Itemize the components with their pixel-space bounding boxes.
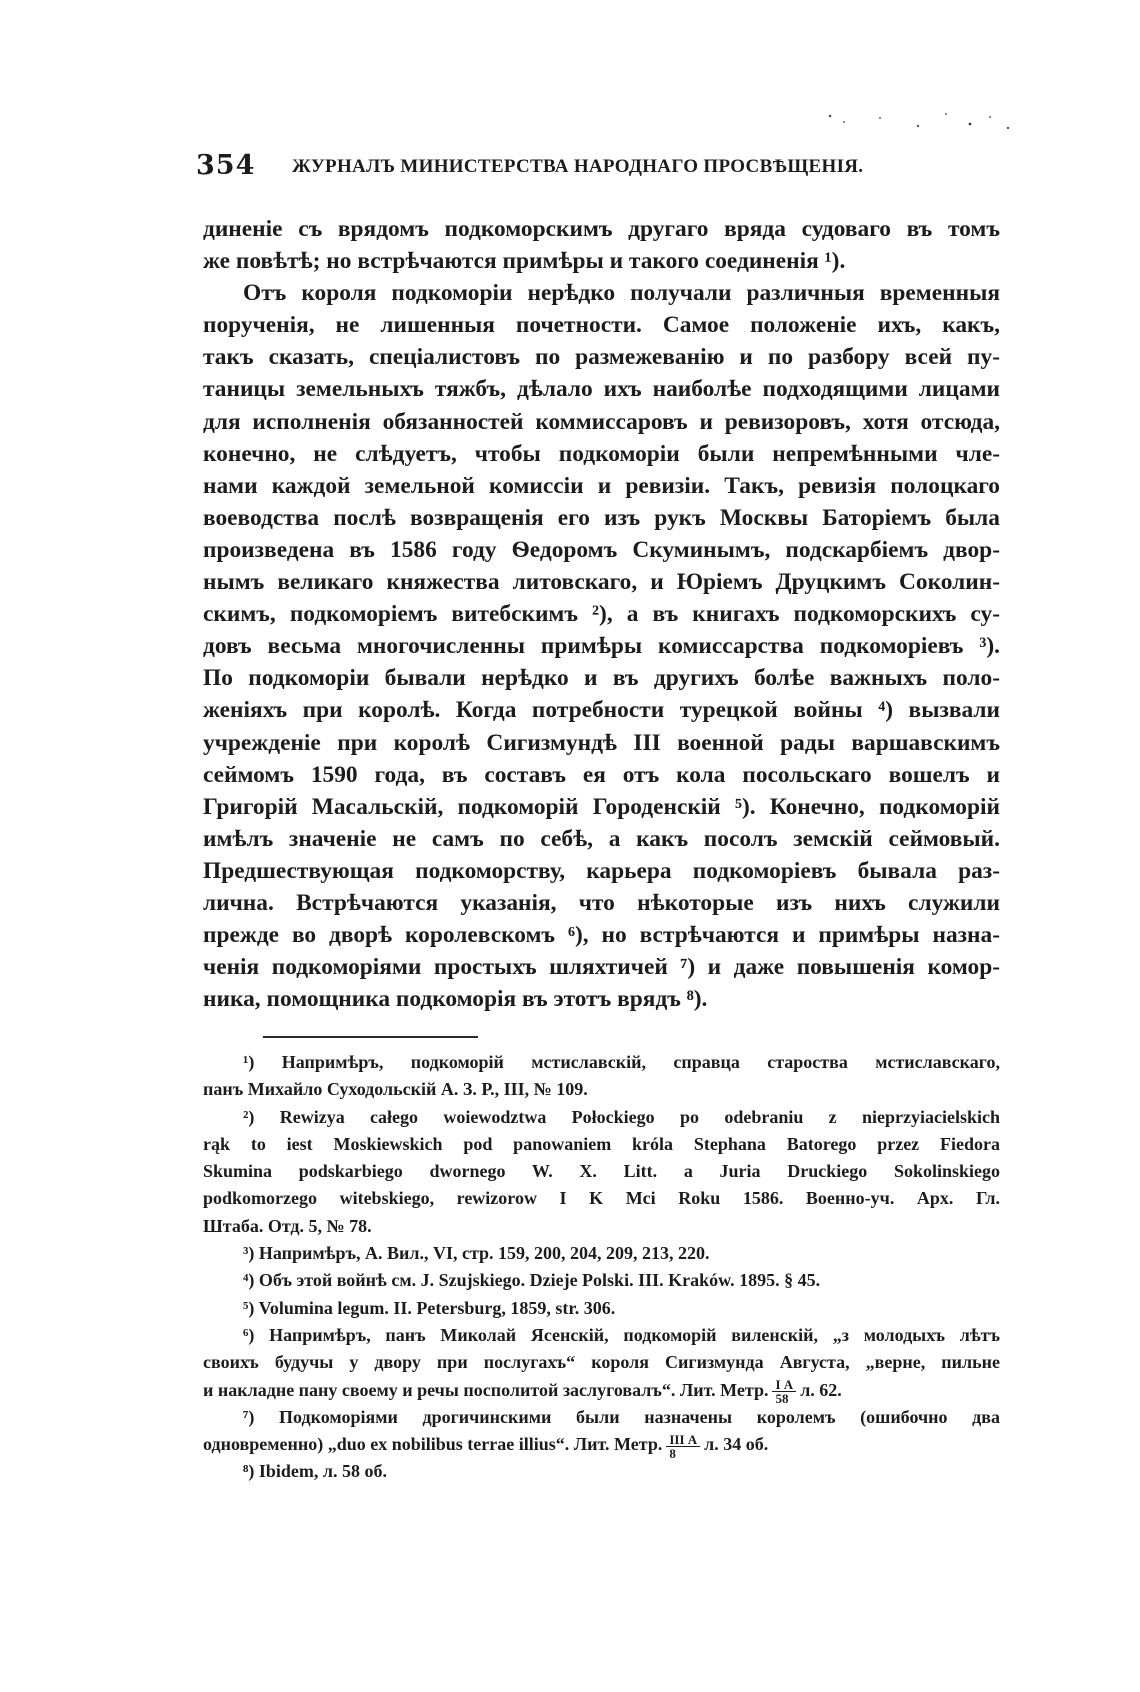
- footnote-text: одновременно) „duo ex nobilibus terrae illius“. Лит. Метр.: [203, 1434, 663, 1455]
- text-line: для исполненія обязанностей коммиссаровъ и ревизоровъ, хотя отсюда,: [203, 408, 1000, 435]
- text-line: довъ весьма многочисленны примѣры комиссарства подкоморіевъ ³).: [203, 633, 1000, 660]
- footnote-line: [203, 1131, 1000, 1158]
- fraction-numerator: I А: [772, 1378, 796, 1392]
- footnote-line: [203, 1267, 1000, 1294]
- footnote-divider: [263, 1036, 478, 1038]
- footnote-text: podkomorzego witebskiego, rewizorow I K Mci Roku 1586. Военно-уч. Арх. Гл.: [203, 1188, 1000, 1209]
- main-text: [203, 213, 1000, 1015]
- footnote-text: ⁴) Объ этой войнѣ см. J. Szujskiego. Dzieje Polski. III. Kraków. 1895. § 45.: [243, 1270, 821, 1291]
- footnote-text: ²) Rewizya całego woiewodztwa Połockiego po odebraniu z nieprzyiacielskich: [243, 1106, 1000, 1127]
- footnote-line: [203, 1104, 1000, 1131]
- fraction-numerator: III А: [666, 1433, 700, 1447]
- footnote-line: [203, 1076, 1000, 1103]
- footnote-line: [203, 1240, 1000, 1267]
- footnote-line: [203, 1049, 1000, 1076]
- footnote-text: rąk to iest Moskiewskich pod panowaniem króla Stephana Batorego przez Fiedora: [203, 1133, 1000, 1154]
- footnote-line: [203, 1349, 1000, 1376]
- text-line: Предшествующая подкоморству, карьера подкоморіевъ бывала раз-: [203, 857, 1000, 884]
- footnote-text: ⁷) Подкоморіями дрогичинскими были назначены королемъ (ошибочно два: [243, 1406, 1000, 1427]
- text-line: ченія подкоморіями простыхъ шляхтичей ⁷) и даже повышенія комор-: [203, 954, 1000, 981]
- page-header: [196, 150, 996, 184]
- fraction-denominator: 8: [669, 1445, 676, 1459]
- text-line: диненіе съ врядомъ подкоморскимъ другаго вряда судоваго въ томъ: [203, 216, 1000, 242]
- text-line: нымъ великаго княжества литовскаго, и Юріемъ Друцкимъ Соколин-: [203, 569, 1000, 596]
- text-line: учрежденіе при королѣ Сигизмундѣ III военной рады варшавскимъ: [203, 729, 1000, 756]
- archive-fraction: [666, 1433, 700, 1459]
- footnote-text: Skumina podskarbiego dwornego W. X. Litt. a Juria Druckiego Sokolinskiego: [203, 1161, 1000, 1182]
- footnote-text: панъ Михайло Суходольскій А. З. Р., III, № 109.: [203, 1079, 588, 1100]
- text-line: таницы земельныхъ тяжбъ, дѣлало ихъ наиболѣе подходящими лицами: [203, 376, 1000, 403]
- footnote-line: [203, 1431, 1000, 1458]
- page-number: 354: [196, 150, 256, 181]
- footnote-line: [203, 1295, 1000, 1322]
- footnote-text: и накладне пану своему и речы посполитой заслуговалъ“. Лит. Метр.: [203, 1379, 769, 1400]
- text-line: По подкоморіи бывали нерѣдко и въ другихъ болѣе важныхъ поло-: [203, 665, 1000, 692]
- text-line: произведена въ 1586 году Ѳедоромъ Скуминымъ, подскарбіемъ двор-: [203, 536, 1000, 563]
- text-line: сеймомъ 1590 года, въ составъ ея отъ кола посольскаго вошелъ и: [203, 761, 1000, 788]
- text-line: такъ сказать, спеціалистовъ по размежеванію и по разбору всей пу-: [203, 344, 1000, 371]
- text-line: женіяхъ при королѣ. Когда потребности турецкой войны ⁴) вызвали: [203, 697, 1000, 724]
- footnote-line: [203, 1404, 1000, 1431]
- print-specks: [820, 108, 1020, 138]
- footnote-text: ⁸) Ibidem, л. 58 об.: [243, 1461, 387, 1482]
- running-title: ЖУРНАЛЪ МИНИСТЕРСТВА НАРОДНАГО ПРОСВѢЩЕНІЯ.: [292, 156, 864, 177]
- footnote-text: своихъ будучы у двору при послугахъ“ короля Сигизмунда Августа, „верне, пильне: [203, 1352, 1000, 1373]
- text-line: скимъ, подкоморіемъ витебскимъ ²), а въ книгахъ подкоморскихъ су-: [203, 601, 1000, 628]
- footnote-line: [203, 1458, 1000, 1485]
- text-line: конечно, не слѣдуетъ, чтобы подкоморіи были непремѣнными чле-: [203, 440, 1000, 467]
- text-line: имѣлъ значеніе не самъ по себѣ, а какъ посолъ земскій сеймовый.: [203, 825, 1000, 852]
- footnote-line: [203, 1158, 1000, 1185]
- footnote-folio: л. 62.: [800, 1379, 842, 1400]
- footnotes: [203, 1049, 1000, 1486]
- footnote-text: ⁵) Volumina legum. II. Petersburg, 1859, str. 306.: [243, 1297, 616, 1318]
- text-line: порученія, не лишенныя почетности. Самое положеніе ихъ, какъ,: [203, 312, 1000, 339]
- text-line: нами каждой земельной комиссіи и ревизіи. Такъ, ревизія полоцкаго: [203, 472, 1000, 499]
- fraction-denominator: 58: [775, 1390, 789, 1404]
- footnote-line: [203, 1377, 1000, 1404]
- text-line: ника, помощника подкоморія въ этотъ врядъ ⁸).: [203, 986, 708, 1013]
- footnote-text: ¹) Напримѣръ, подкоморій мстиславскій, справца староства мстиславскаго,: [243, 1052, 1000, 1072]
- text-line: Отъ короля подкоморіи нерѣдко получали различныя временныя: [243, 280, 1000, 307]
- text-line: воеводства послѣ возвращенія его изъ рукъ Москвы Баторіемъ была: [203, 504, 1000, 531]
- footnote-line: [203, 1322, 1000, 1349]
- footnote-line: [203, 1213, 1000, 1240]
- text-line: же повѣтѣ; но встрѣчаются примѣры и такого соединенія ¹).: [203, 248, 846, 275]
- footnote-text: ³) Напримѣръ, А. Вил., VI, стр. 159, 200, 204, 209, 213, 220.: [243, 1243, 710, 1264]
- footnote-text: Штаба. Отд. 5, № 78.: [203, 1215, 372, 1236]
- archive-fraction: [772, 1378, 796, 1404]
- footnote-folio: л. 34 об.: [704, 1434, 769, 1455]
- footnote-text: ⁶) Напримѣръ, панъ Миколай Ясенскій, подкоморій виленскій, „з молодыхъ лѣтъ: [243, 1324, 1000, 1345]
- text-line: прежде во дворѣ королевскомъ ⁶), но встрѣчаются и примѣры назна-: [203, 922, 1000, 949]
- text-line: лична. Встрѣчаются указанія, что нѣкоторые изъ нихъ служили: [203, 889, 1000, 916]
- footnote-line: [203, 1185, 1000, 1212]
- text-line: Григорій Масальскій, подкоморій Городенскій ⁵). Конечно, подкоморій: [203, 793, 1000, 820]
